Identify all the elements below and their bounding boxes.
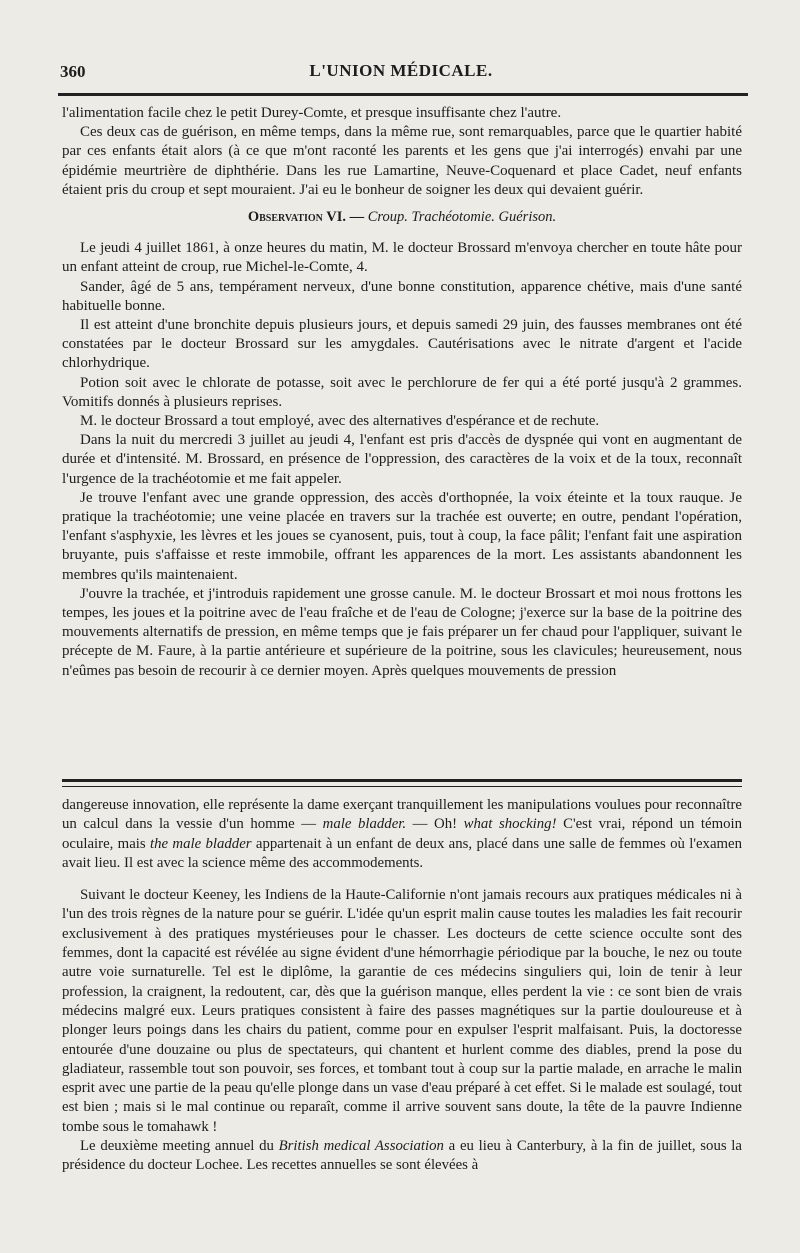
paragraph: l'alimentation facile chez le petit Durey-Comte, et presque insuffisante chez l'autre. (62, 105, 562, 121)
paragraph: J'ouvre la trachée, et j'introduis rapidement une grosse canule. M. le docteur Brossart et moi nous frottons les tempes, les joues et la poitrine avec de l'eau fraîche et de l'eau de Cologne; j'exerce sur la base de la poitrine des mouvements alternatifs de pression, en même temps que je fais préparer un fer chaud pour l'appliquer, suivant le précepte de M. Faure, à la partie antérieure et supérieure de la poitrine, sous les clavicules; heureusement, nous n'eûmes pas besoin de recourir à ce dernier moyen. Après quelques mouvements de pression (62, 585, 742, 679)
paragraph: Potion soit avec le chlorate de potasse, soit avec le perchlorure de fer qui a été porté jusqu'à 2 grammes. Vomitifs donnés à plusieurs reprises. (62, 374, 742, 410)
text-run: dangereuse innovation, elle représente la dame exerçant tranquillement les manipulations voulues pour reconnaître un calcul dans la vessie d'un homme — (62, 797, 742, 833)
text-run-italic: British medical Association (278, 1138, 444, 1155)
paragraph: Il est atteint d'une bronchite depuis plusieurs jours, et depuis samedi 29 juin, des fausses membranes ont été constatées par le docteur Brossard sur les amygdales. Cautérisations avec le nitrate d'argent et l'acide chlorhydrique. (62, 317, 742, 372)
paragraph: Le jeudi 4 juillet 1861, à onze heures du matin, M. le docteur Brossard m'envoya chercher en toute hâte pour un enfant atteint de croup, rue Michel-le-Comte, 4. (62, 240, 742, 276)
page-number: 360 (60, 62, 86, 81)
paragraph: Sander, âgé de 5 ans, tempérament nerveux, d'une bonne constitution, apparence chétive, mais d'une santé habituelle bonne. (62, 278, 742, 314)
paragraph: Ces deux cas de guérison, en même temps, dans la même rue, sont remarquables, parce que le quartier habité par ces enfants était alors (à ce que m'ont raconté les parents et les gens que j'ai interrogés) envahi par une épidémie meurtrière de diphthérie. Dans les rue Lamartine, Neuve-Coquenard et place Cadet, neuf enfants étaient pris du croup et sept mouraient. J'ai eu le bonheur de soigner les deux qui devaient guérir. (62, 124, 742, 198)
text-run: — Oh! (412, 816, 458, 833)
running-title: L'UNION MÉDICALE. (309, 61, 493, 80)
text-run: a eu lieu à Canterbury, à la fin de juillet, sous la présidence du docteur Lochee. Les recettes annuelles se sont élevées à (62, 1138, 742, 1174)
section-heading (62, 208, 742, 227)
text-run-italic: what shocking! (463, 816, 557, 833)
page-header (60, 58, 742, 88)
paragraph: M. le docteur Brossard a tout employé, avec des alternatives d'espérance et de rechute. (80, 413, 600, 430)
observation-label: Observation VI. — (247, 209, 365, 226)
text-run: Le deuxième meeting annuel du (80, 1138, 274, 1155)
text-run-italic: the male bladder (149, 835, 252, 852)
paragraph: Dans la nuit du mercredi 3 juillet au jeudi 4, l'enfant est pris d'accès de dyspnée qui vont en augmentant de durée et d'intensité. M. Brossard, en présence de l'oppression, des caractères de la voix et de la toux, reconnaît l'urgence de la trachéotomie et me fait appeler. (62, 432, 742, 487)
paragraph: Je trouve l'enfant avec une grande oppression, des accès d'orthopnée, la voix éteinte et la toux rauque. Je pratique la trachéotomie; une veine placée en travers sur la trachée est ouverte; en outre, pendant l'opération, l'enfant s'asphyxie, les lèvres et les joues se cyanosent, puis, tout à coup, la face pâlit; l'enfant fait une aspiration bruyante, puis s'affaisse et reste immobile, offrant les apparences de la mort. Les assistants abandonnent les membres qu'ils maintenaient. (62, 489, 742, 583)
paragraph (62, 796, 742, 873)
feuilleton-separator (62, 779, 742, 787)
feuilleton-text (62, 796, 742, 1176)
header-rule (58, 93, 748, 96)
text-run: C'est vrai, répond un témoin oculaire, mais (62, 816, 742, 852)
text-run-italic: male bladder. (322, 816, 407, 833)
observation-title: Croup. Trachéotomie. Guérison. (367, 209, 557, 226)
text-run: appartenait à un enfant de deux ans, placé dans une salle de femmes où l'examen avait lieu. Il est avec la science même des accommodements. (62, 835, 742, 871)
paragraph (62, 1137, 742, 1176)
main-text (62, 104, 742, 681)
paragraph: Suivant le docteur Keeney, les Indiens de la Haute-Californie n'ont jamais recours aux pratiques médicales ni à l'un des trois règnes de la nature pour se guérir. L'idée qu'un esprit malin cause toutes les maladies les fait recourir exclusivement à des pratiques mystérieuses pour le chasser. Les docteurs de cette science occulte sont des femmes, dont la capacité est révélée au signe évident d'une hémorrhagie périodique par la bouche, le nez ou toute autre voie surnaturelle. Tel est le diplôme, la garantie de ces médecins singuliers qui, loin de tenir à leur profession, la craignent, la redoutent, car, dès que la guérison manque, elles perdent la vie : ce sont bien de vrais médecins malgré eux. Leurs pratiques consistent à faire des passes magnétiques sur la partie douloureuse et à plonger leurs poings dans les chairs du patient, comme pour en expulser l'esprit malfaisant. Puis, la doctoresse entourée d'une douzaine ou plus de spectateurs, qui chantent et hurlent comme des diables, prend la pose du gladiateur, rassemble tout son pouvoir, ses forces, et tombant tout à coup sur la partie malade, en arrache le malin esprit avec une partie de la peau qu'elle plonge dans un vase d'eau préparé à cet effet. Si le malade est soulagé, tout est bien ; mais si le mal continue ou reparaît, comme il arrive souvent sans doute, la tête de la pauvre Indienne tombe sous le tomahawk ! (62, 887, 742, 1135)
